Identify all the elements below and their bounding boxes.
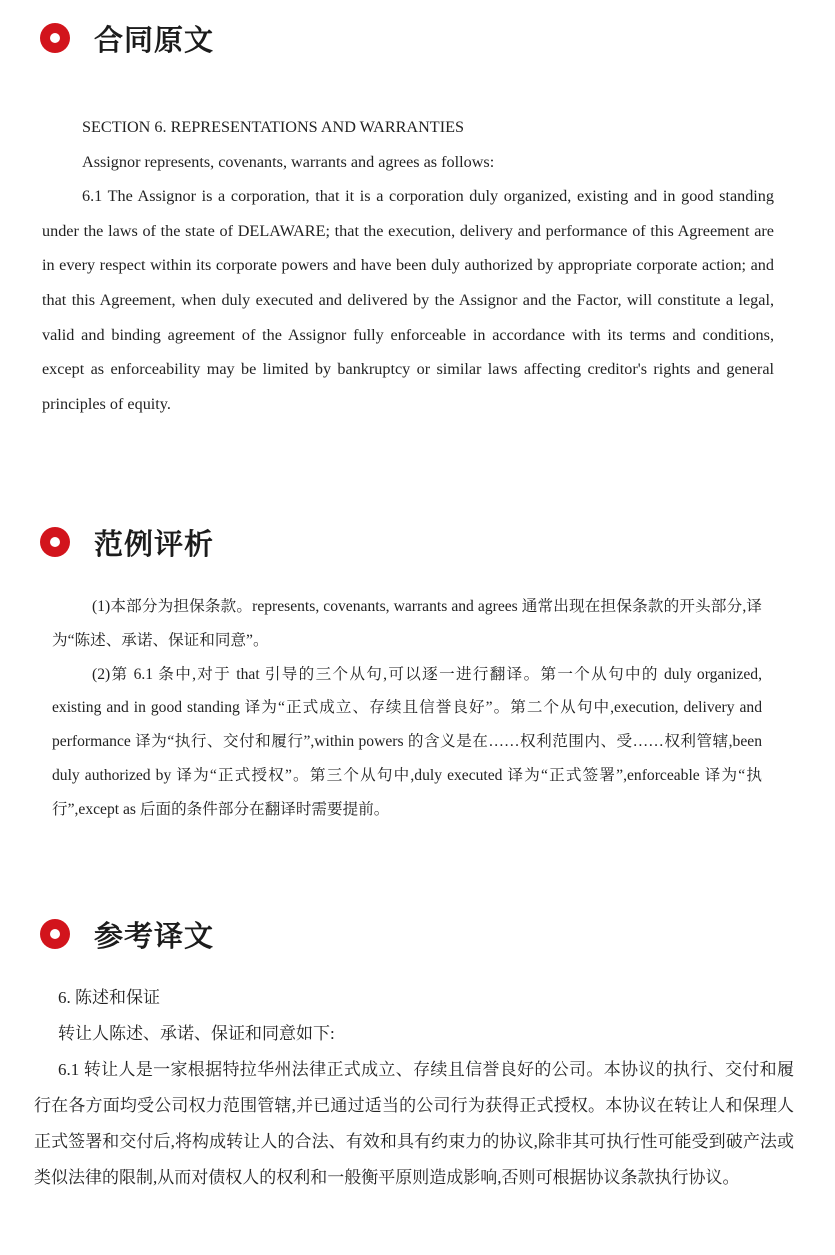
original-section-heading: SECTION 6. REPRESENTATIONS AND WARRANTIES <box>82 118 464 136</box>
original-intro: Assignor represents, covenants, warrants and agrees as follows: <box>82 152 495 171</box>
section-header-translation <box>40 912 214 956</box>
translation-intro: 转让人陈述、承诺、保证和同意如下: <box>58 1024 335 1043</box>
section-header-analysis <box>40 520 214 564</box>
section-title: 参考译文 <box>94 918 215 953</box>
section-header-original <box>40 16 214 60</box>
analysis-text <box>52 590 762 827</box>
reference-translation-text <box>34 980 794 1196</box>
analysis-paragraph: (1)本部分为担保条款。represents, covenants, warrants and agrees 通常出现在担保条款的开头部分,译为“陈述、承诺、保证和同意”。 <box>52 598 762 649</box>
analysis-paragraph: (2)第 6.1 条中,对于 that 引导的三个从句,可以逐一进行翻译。第一个从句中的 duly organized, existing and in good standing 译为“正式成立、存续且信誉良好”。第二个从句中,execution, delivery and performance 译为“执行、交付和履行”,within powers 的含义是在……权利范围内、受……权利管辖,been duly authorized by 译为“正式授权”。第三个从句中,duly executed 译为“正式签署”,enforceable 译为“执行”,except as 后面的条件部分在翻译时需要提前。 <box>52 665 762 818</box>
section-title: 合同原文 <box>94 22 215 57</box>
original-clause: 6.1 The Assignor is a corporation, that it is a corporation duly organized, existing and in good standing under the laws of the state of DELAWARE; that the execution, delivery and performance of this Agreement are in every respect within its corporate powers and have been duly authorized by appropriate corporate action; and that this Agreement, when duly executed and delivered by the Assignor and the Factor, will constitute a legal, valid and binding agreement of the Assignor fully enforceable in accordance with its terms and conditions, except as enforceability may be limited by bankruptcy or similar laws affecting creditor's rights and general principles of equity. <box>42 187 774 413</box>
bullet-circle-icon <box>40 919 70 949</box>
translation-clause: 6.1 转让人是一家根据特拉华州法律正式成立、存续且信誉良好的公司。本协议的执行、交付和履行在各方面均受公司权力范围管辖,并已通过适当的公司行为获得正式授权。本协议在转让人和保理人正式签署和交付后,将构成转让人的合法、有效和具有约束力的协议,除非其可执行性可能受到破产法或类似法律的限制,从而对债权人的权利和一般衡平原则造成影响,否则可根据协议条款执行协议。 <box>34 1060 794 1187</box>
translation-heading: 6. 陈述和保证 <box>58 988 160 1007</box>
bullet-circle-icon <box>40 23 70 53</box>
original-contract-text <box>42 110 774 421</box>
section-title: 范例评析 <box>94 526 215 561</box>
bullet-circle-icon <box>40 527 70 557</box>
